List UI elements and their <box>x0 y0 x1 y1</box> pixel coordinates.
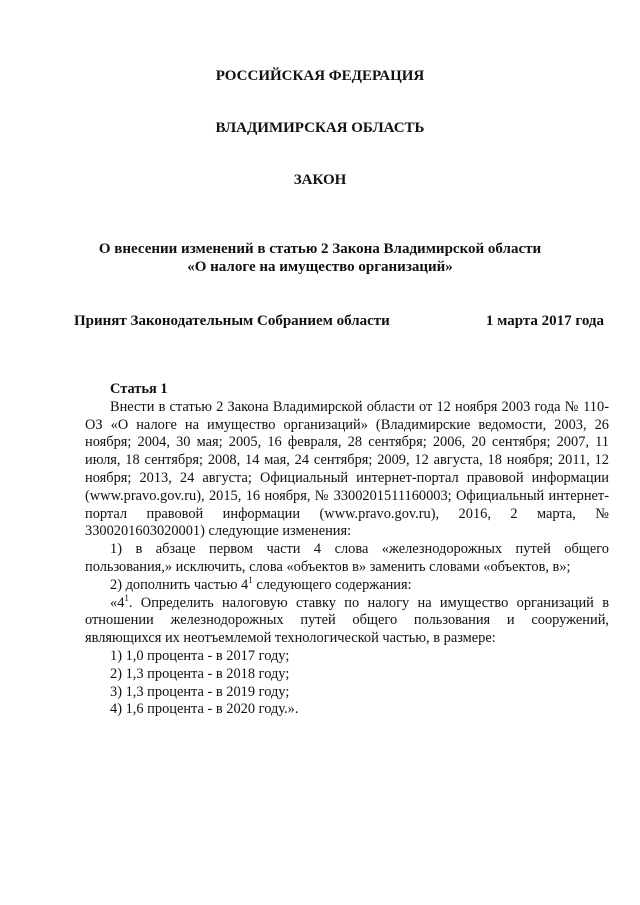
change-2-prefix: 2) дополнить частью 4 <box>110 576 249 593</box>
rate-item: 3) 1,3 процента - в 2019 году; <box>110 683 290 700</box>
quote-superscript: 1 <box>124 592 129 603</box>
adopted-by-text: Принят Законодательным Собранием области <box>74 313 390 329</box>
article-intro-paragraph: Внести в статью 2 Закона Владимирской области от 12 ноября 2003 года № 110-ОЗ «О налоге на имущество организаций» (Владимирские ведомости, 2003, 26 ноября; 2004, 30 мая; 2005, 16 февраля, 28 сентября; 2006, 20 сентября; 2007, 11 июля, 18 сентября; 2008, 14 мая, 24 сентября; 2009, 12 августа, 18 ноября; 2011, 12 ноября; 2013, 24 августа; Официальный интернет-портал правовой информации (www.pravo.gov.ru), 2015, 16 ноября, № 3300201511160003; Официальный интернет-портал правовой информации (www.pravo.gov.ru), 2016, 2 марта, № 3300201603020001) следующие изменения: <box>85 398 609 540</box>
quoted-part-paragraph <box>85 592 609 648</box>
region-heading: ВЛАДИМИРСКАЯ ОБЛАСТЬ <box>215 120 425 136</box>
change-2-paragraph <box>85 574 609 595</box>
rate-item: 4) 1,6 процента - в 2020 году.». <box>110 701 299 718</box>
article-body <box>85 381 609 719</box>
document-type-heading: ЗАКОН <box>293 172 347 188</box>
change-1-paragraph: 1) в абзаце первом части 4 слова «железнодорожных путей общего пользования,» исключить, слова «объектов в» заменить словами «объектов, в»; <box>85 541 609 575</box>
law-title-line-2: «О налоге на имущество организаций» <box>187 259 453 275</box>
rate-item: 2) 1,3 процента - в 2018 году; <box>110 665 290 682</box>
quote-text: . Определить налоговую ставку по налогу на имущество организаций в отношении железнодорожных путей общего пользования и сооружений, являющихся их неотъемлемой технологической частью, в размере: <box>85 594 609 647</box>
rate-item: 1) 1,0 процента - в 2017 году; <box>110 647 290 664</box>
adoption-date: 1 марта 2017 года <box>485 313 604 329</box>
change-2-superscript: 1 <box>248 574 253 585</box>
article-title: Статья 1 <box>110 381 168 397</box>
country-heading: РОССИЙСКАЯ ФЕДЕРАЦИЯ <box>215 68 425 84</box>
law-title-line-1: О внесении изменений в статью 2 Закона Владимирской области <box>98 241 542 257</box>
change-2-suffix: следующего содержания: <box>252 576 412 593</box>
quote-prefix: «4 <box>110 594 125 611</box>
